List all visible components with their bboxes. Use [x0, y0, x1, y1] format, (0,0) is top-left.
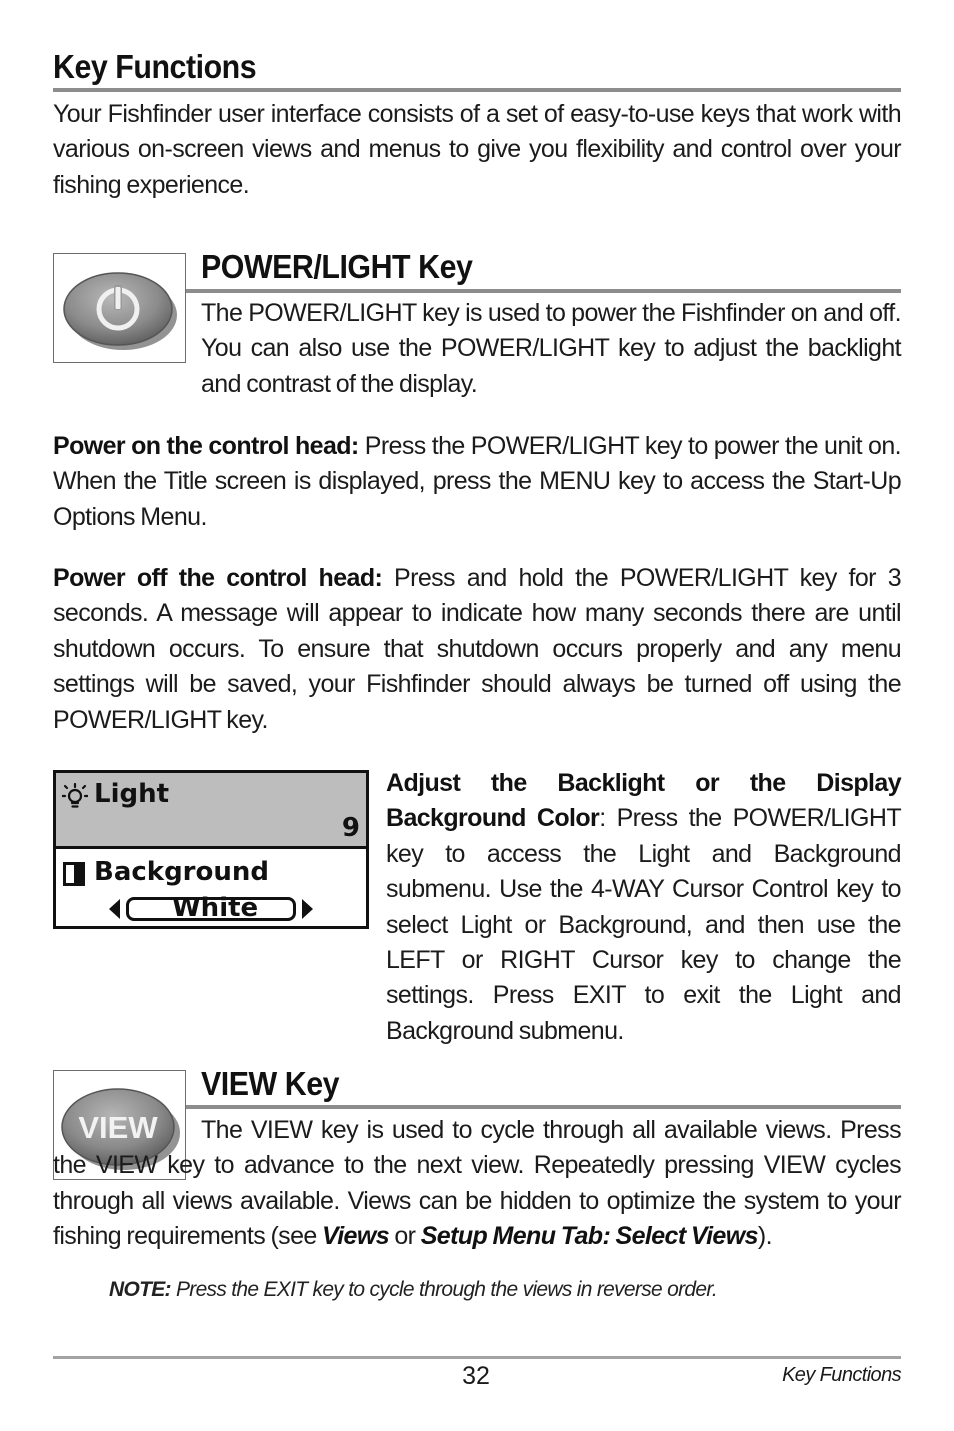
adjust-backlight-paragraph: [386, 766, 901, 1049]
views-reference: Views: [322, 1222, 389, 1251]
note-label: NOTE:: [109, 1278, 171, 1301]
page-number: 32: [462, 1362, 490, 1390]
footer-section-name: Key Functions: [782, 1364, 901, 1386]
power-light-description: The POWER/LIGHT key is used to power the Fishfinder on and off. You can also use the POWER/LIGHT key to adjust the backlight and contrast of the display.: [201, 299, 901, 398]
adjust-label: Adjust the Backlight or the Display Background Color: [386, 769, 901, 833]
note: [109, 1278, 717, 1302]
title-rule: [53, 88, 901, 92]
adjust-text: : Press the POWER/LIGHT key to access the Light and Background submenu. Use the 4-WAY Cursor Control key to select Light or Background, and then use the LEFT or RIGHT Cursor key to change the settings. Press EXIT to exit the Light and Background submenu.: [386, 804, 901, 1045]
light-row: [56, 773, 366, 849]
view-key-paragraph: [53, 1113, 901, 1255]
view-key-label: VIEW: [77, 1110, 158, 1145]
view-text-end: ).: [757, 1222, 772, 1251]
power-off-paragraph: [53, 561, 901, 738]
power-on-label: Power on the control head:: [53, 432, 359, 460]
power-off-text: Press and hold the POWER/LIGHT key for 3 seconds. A message will appear to indicate how many seconds there are until shutdown occurs. To ensure that shutdown occurs properly and any menu settings will be saved, your Fishfinder should always be turned off using the POWER/LIGHT key.: [53, 564, 901, 734]
view-text-part1: The VIEW key is used to cycle through all available views. Press the VIEW key to advance to the next view. Repeatedly pressing VIEW cycles through all views available. Views can be hidden to optimize the system to your fishing requirements (see: [53, 1116, 901, 1251]
setup-menu-reference: Setup Menu Tab: Select Views: [420, 1222, 758, 1251]
right-arrow-icon: [300, 898, 314, 920]
light-bulb-icon: [62, 783, 88, 811]
light-value: 9: [341, 813, 360, 843]
power-off-label: Power off the control head:: [53, 564, 383, 592]
power-on-paragraph: [53, 429, 901, 535]
note-text: Press the EXIT key to cycle through the views in reverse order.: [170, 1278, 718, 1301]
power-light-rule: [186, 289, 901, 293]
footer-rule: [53, 1356, 901, 1359]
power-key-image: [53, 253, 186, 363]
page-title: Key Functions: [53, 48, 257, 85]
view-text-or: or: [389, 1222, 421, 1251]
power-light-title: POWER/LIGHT Key: [201, 248, 473, 285]
light-label: Light: [94, 779, 170, 809]
power-icon: [61, 263, 179, 353]
background-label: Background: [94, 857, 269, 887]
background-value: White: [172, 893, 259, 923]
left-arrow-icon: [108, 898, 122, 920]
intro-paragraph: Your Fishfinder user interface consists of a set of easy-to-use keys that work with various on-screen views and menus to give you flexibility and control over your fishing experience.: [53, 100, 901, 199]
contrast-icon: [63, 862, 85, 886]
power-on-text: Press the POWER/LIGHT key to power the unit on. When the Title screen is displayed, press the MENU key to access the Start-Up Options Menu.: [53, 432, 901, 531]
light-background-menu: [53, 770, 369, 929]
view-key-rule: [186, 1105, 901, 1109]
view-key-title: VIEW Key: [201, 1065, 340, 1102]
